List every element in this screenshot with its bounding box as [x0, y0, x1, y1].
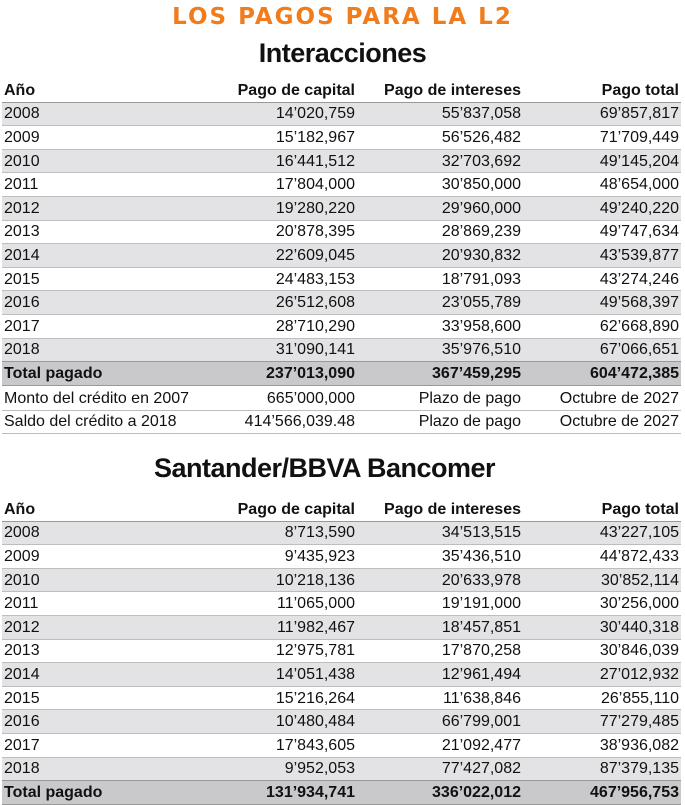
cell-year: 2008: [2, 521, 202, 545]
table-row: [2, 126, 681, 150]
table-row: [2, 173, 681, 197]
cell-interest: 35’436,510: [357, 545, 523, 569]
cell-total: 43’274,246: [523, 267, 681, 291]
cell-capital: 11’065,000: [202, 592, 357, 616]
cell-total: 27’012,932: [523, 663, 681, 687]
cell-capital: 14’020,759: [202, 102, 357, 126]
cell-year: 2013: [2, 220, 202, 244]
cell-year: 2016: [2, 710, 202, 734]
cell-total: 30’846,039: [523, 639, 681, 663]
col-header-interest: Pago de intereses: [357, 498, 523, 521]
total-value: 131’934,741: [202, 781, 357, 805]
cell-total: 48’654,000: [523, 173, 681, 197]
cell-interest: 34’513,515: [357, 521, 523, 545]
cell-capital: 20’878,395: [202, 220, 357, 244]
cell-capital: 10’480,484: [202, 710, 357, 734]
cell-capital: 12’975,781: [202, 639, 357, 663]
cell-year: 2009: [2, 545, 202, 569]
cell-total: 62’668,890: [523, 314, 681, 338]
cell-interest: 35’976,510: [357, 338, 523, 362]
table-row: [2, 220, 681, 244]
table-row: [2, 757, 681, 781]
main-title: LOS PAGOS PARA LA L2: [172, 4, 513, 30]
total-value: 367’459,295: [357, 362, 523, 386]
cell-year: 2008: [2, 102, 202, 126]
credit-info-row: [2, 410, 681, 434]
info-label: Saldo del crédito a 2018: [2, 410, 202, 434]
cell-year: 2011: [2, 173, 202, 197]
cell-year: 2012: [2, 196, 202, 220]
table-row: [2, 291, 681, 315]
table-row: [2, 338, 681, 362]
cell-capital: 10’218,136: [202, 568, 357, 592]
table-row: [2, 196, 681, 220]
cell-interest: 28’869,239: [357, 220, 523, 244]
cell-capital: 14’051,438: [202, 663, 357, 687]
table-row: [2, 615, 681, 639]
cell-capital: 17’804,000: [202, 173, 357, 197]
table-row: [2, 545, 681, 569]
total-value: 237’013,090: [202, 362, 357, 386]
table-row: [2, 149, 681, 173]
cell-capital: 16’441,512: [202, 149, 357, 173]
cell-capital: 15’182,967: [202, 126, 357, 150]
cell-interest: 12’961,494: [357, 663, 523, 687]
santander-table: [2, 498, 681, 805]
cell-year: 2011: [2, 592, 202, 616]
table-row: [2, 592, 681, 616]
cell-year: 2017: [2, 733, 202, 757]
cell-year: 2014: [2, 663, 202, 687]
cell-year: 2018: [2, 757, 202, 781]
cell-interest: 18’457,851: [357, 615, 523, 639]
cell-year: 2012: [2, 615, 202, 639]
col-header-interest: Pago de intereses: [357, 79, 523, 102]
cell-total: 30’256,000: [523, 592, 681, 616]
info-amount: 665’000,000: [202, 387, 357, 410]
cell-capital: 31’090,141: [202, 338, 357, 362]
cell-total: 49’145,204: [523, 149, 681, 173]
cell-capital: 8’713,590: [202, 521, 357, 545]
table-row: [2, 686, 681, 710]
credit-info-table: [2, 387, 681, 434]
cell-interest: 55’837,058: [357, 102, 523, 126]
table-row: [2, 663, 681, 687]
table-row: [2, 521, 681, 545]
cell-capital: 9’952,053: [202, 757, 357, 781]
cell-total: 30’852,114: [523, 568, 681, 592]
cell-total: 87’379,135: [523, 757, 681, 781]
cell-interest: 30’850,000: [357, 173, 523, 197]
cell-year: 2016: [2, 291, 202, 315]
cell-year: 2015: [2, 686, 202, 710]
cell-total: 26’855,110: [523, 686, 681, 710]
cell-interest: 20’930,832: [357, 244, 523, 268]
total-label: Total pagado: [2, 781, 202, 805]
cell-capital: 28’710,290: [202, 314, 357, 338]
cell-interest: 11’638,846: [357, 686, 523, 710]
cell-capital: 19’280,220: [202, 196, 357, 220]
cell-total: 67’066,651: [523, 338, 681, 362]
col-header-year: Año: [2, 79, 202, 102]
info-term-value: Octubre de 2027: [523, 387, 681, 410]
credit-info-row: [2, 387, 681, 410]
table-header-row: [2, 498, 681, 521]
total-value: 467’956,753: [523, 781, 681, 805]
table-row: [2, 639, 681, 663]
cell-interest: 56’526,482: [357, 126, 523, 150]
info-term-value: Octubre de 2027: [523, 410, 681, 434]
table-row: [2, 244, 681, 268]
cell-capital: 9’435,923: [202, 545, 357, 569]
cell-total: 49’240,220: [523, 196, 681, 220]
cell-interest: 21’092,477: [357, 733, 523, 757]
info-term-label: Plazo de pago: [357, 410, 523, 434]
cell-year: 2014: [2, 244, 202, 268]
cell-capital: 22’609,045: [202, 244, 357, 268]
cell-total: 77’279,485: [523, 710, 681, 734]
total-value: 336’022,012: [357, 781, 523, 805]
table-row: [2, 267, 681, 291]
table-row: [2, 568, 681, 592]
cell-year: 2017: [2, 314, 202, 338]
section-title-santander: Santander/BBVA Bancomer: [153, 453, 496, 483]
cell-interest: 33’958,600: [357, 314, 523, 338]
cell-total: 43’539,877: [523, 244, 681, 268]
total-label: Total pagado: [2, 362, 202, 386]
cell-capital: 17’843,605: [202, 733, 357, 757]
cell-year: 2010: [2, 568, 202, 592]
cell-total: 49’747,634: [523, 220, 681, 244]
col-header-capital: Pago de capital: [202, 498, 357, 521]
cell-interest: 18’791,093: [357, 267, 523, 291]
cell-interest: 77’427,082: [357, 757, 523, 781]
col-header-capital: Pago de capital: [202, 79, 357, 102]
cell-total: 49’568,397: [523, 291, 681, 315]
cell-interest: 29’960,000: [357, 196, 523, 220]
total-row: [2, 362, 681, 386]
col-header-total: Pago total: [523, 79, 681, 102]
interacciones-table: [2, 79, 681, 386]
cell-total: 30’440,318: [523, 615, 681, 639]
info-amount: 414’566,039.48: [202, 410, 357, 434]
col-header-total: Pago total: [523, 498, 681, 521]
cell-year: 2013: [2, 639, 202, 663]
cell-total: 38’936,082: [523, 733, 681, 757]
table-row: [2, 102, 681, 126]
cell-capital: 24’483,153: [202, 267, 357, 291]
cell-total: 43’227,105: [523, 521, 681, 545]
cell-year: 2018: [2, 338, 202, 362]
info-label: Monto del crédito en 2007: [2, 387, 202, 410]
cell-total: 71’709,449: [523, 126, 681, 150]
table-row: [2, 710, 681, 734]
total-row: [2, 781, 681, 805]
cell-capital: 15’216,264: [202, 686, 357, 710]
table-header-row: [2, 79, 681, 102]
cell-interest: 32’703,692: [357, 149, 523, 173]
cell-year: 2015: [2, 267, 202, 291]
table-row: [2, 314, 681, 338]
section-title-interacciones: Interacciones: [258, 38, 427, 68]
cell-year: 2009: [2, 126, 202, 150]
cell-total: 69’857,817: [523, 102, 681, 126]
info-term-label: Plazo de pago: [357, 387, 523, 410]
cell-capital: 26’512,608: [202, 291, 357, 315]
cell-interest: 23’055,789: [357, 291, 523, 315]
total-value: 604’472,385: [523, 362, 681, 386]
cell-capital: 11’982,467: [202, 615, 357, 639]
table-row: [2, 733, 681, 757]
cell-interest: 20’633,978: [357, 568, 523, 592]
cell-interest: 17’870,258: [357, 639, 523, 663]
cell-interest: 66’799,001: [357, 710, 523, 734]
col-header-year: Año: [2, 498, 202, 521]
cell-interest: 19’191,000: [357, 592, 523, 616]
cell-year: 2010: [2, 149, 202, 173]
cell-total: 44’872,433: [523, 545, 681, 569]
